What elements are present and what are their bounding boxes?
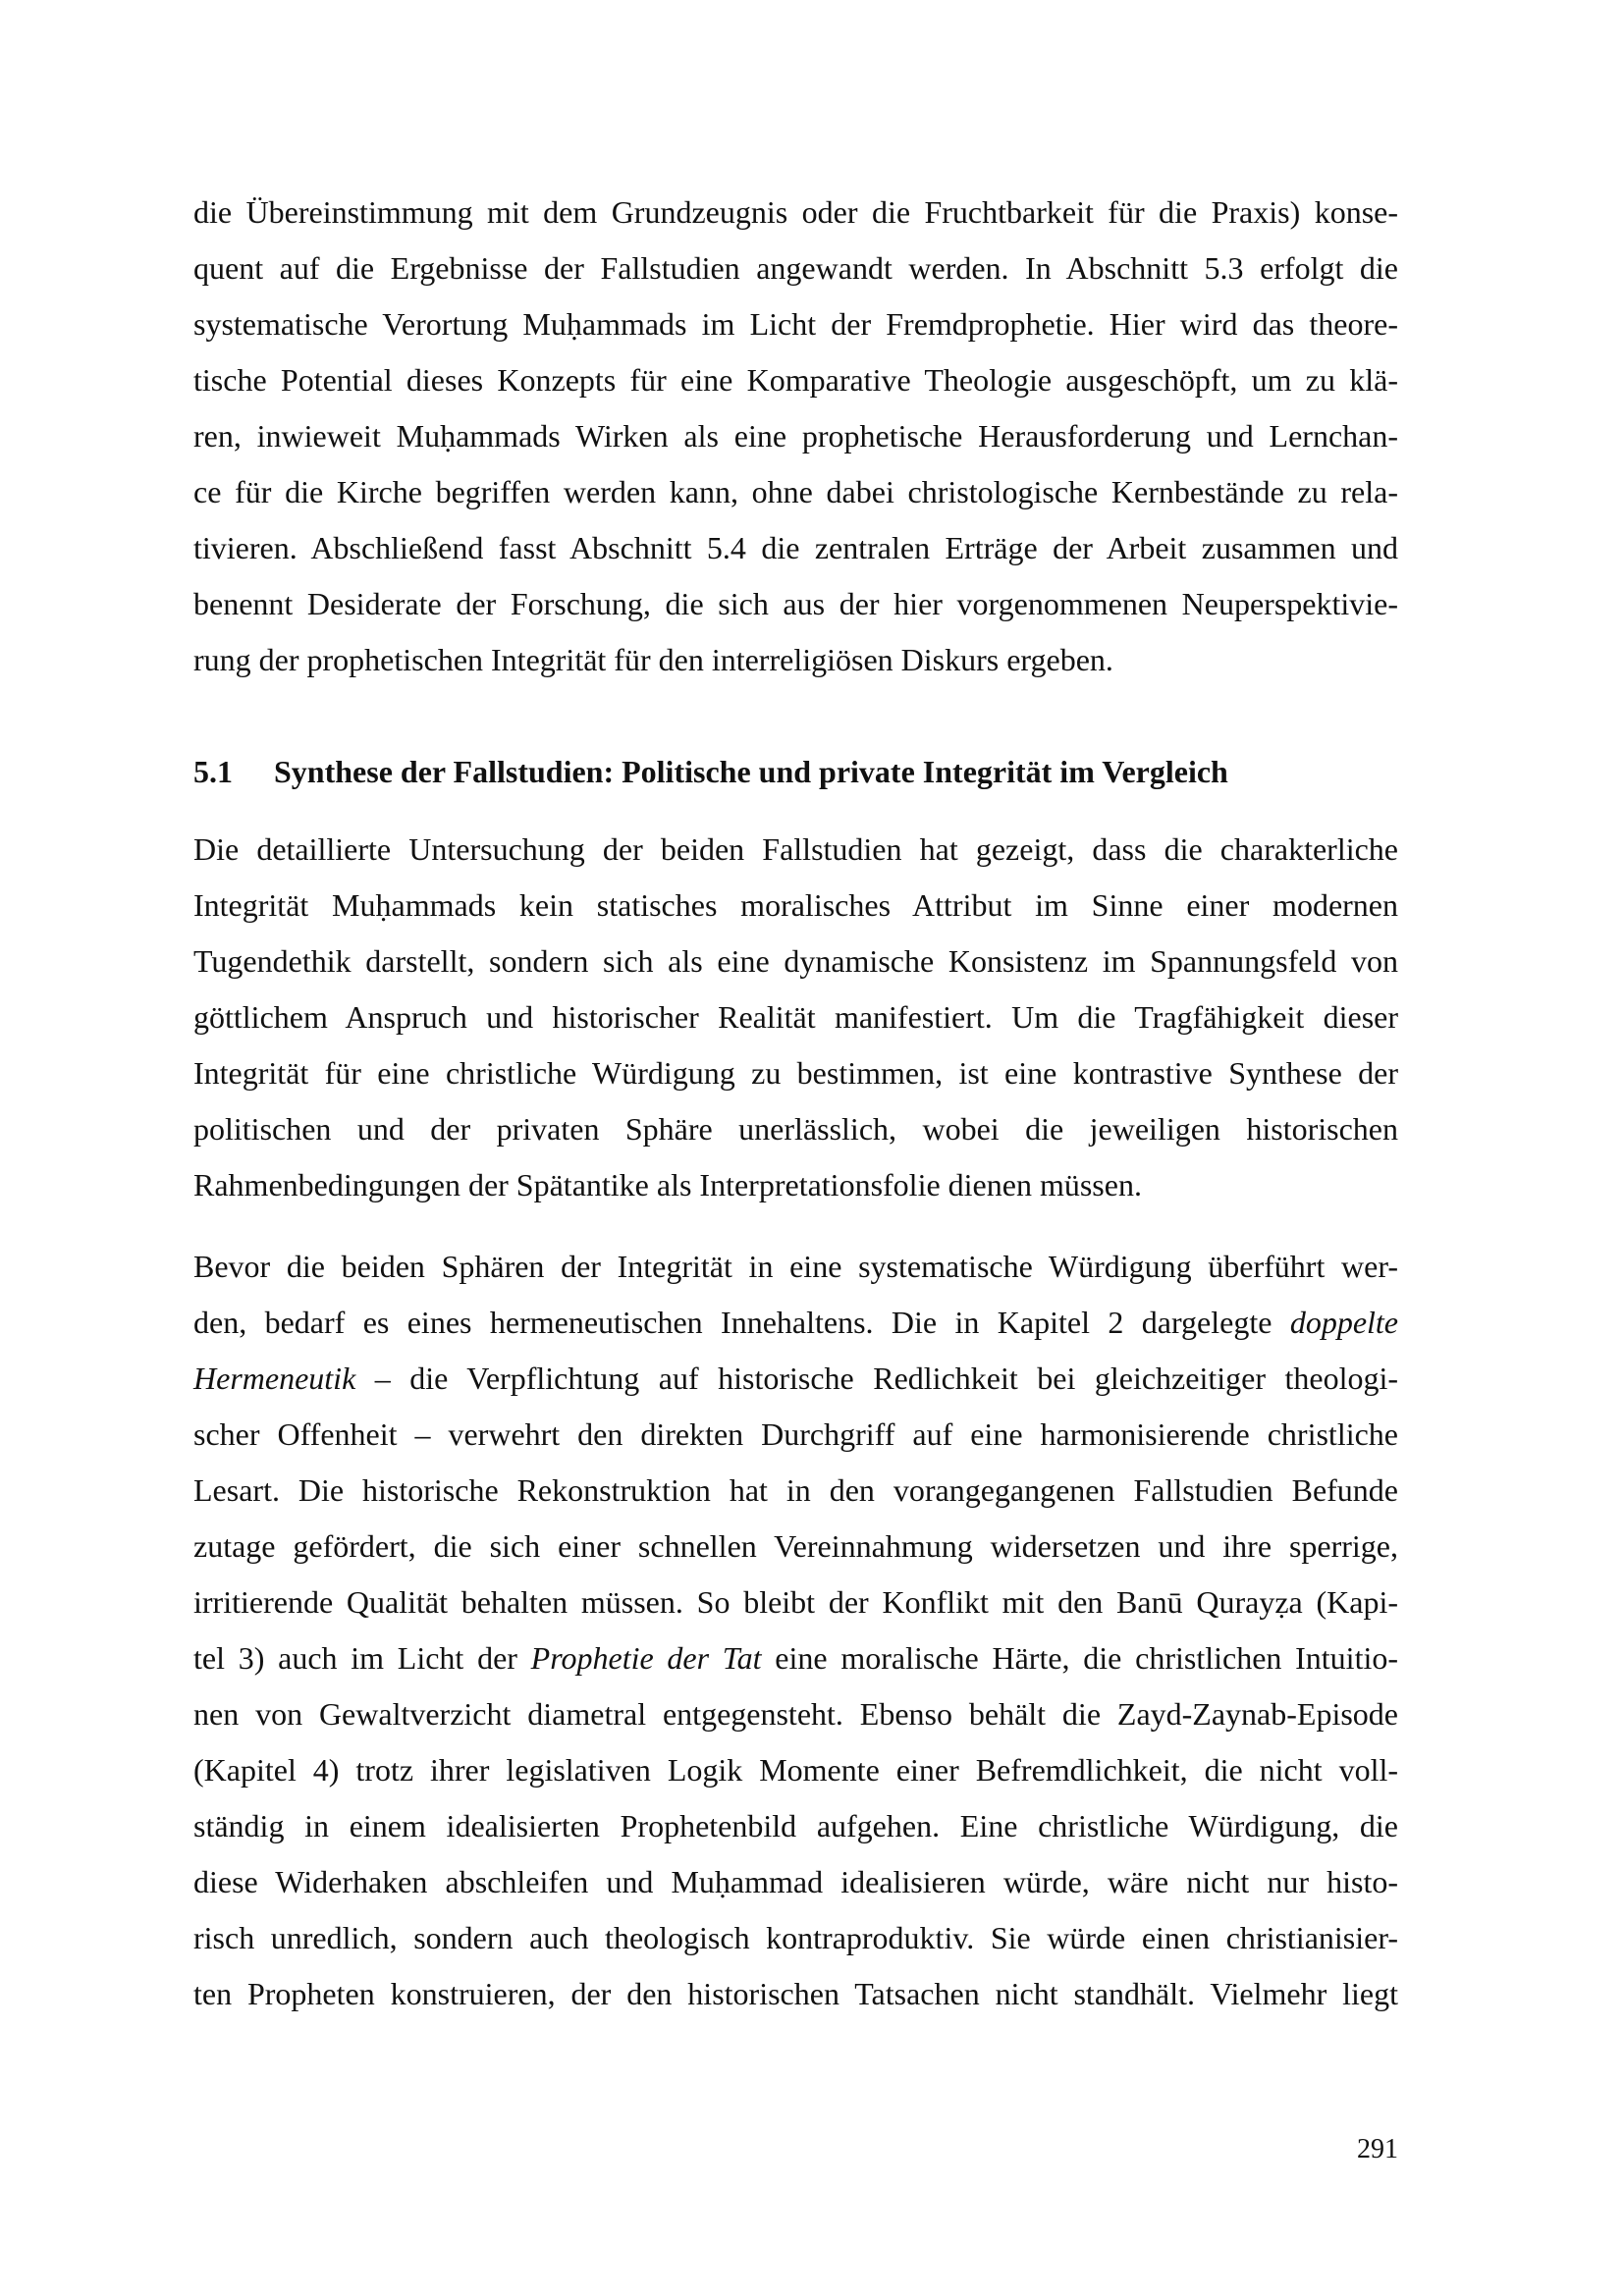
text-line: Integrität für eine christliche Würdigung zu bestimmen, ist eine kontrastive Synthese der: [193, 1055, 1398, 1091]
text-line: [193, 1351, 1398, 1407]
text-line: [193, 1295, 1398, 1351]
text-line: Die detaillierte Untersuchung der beiden Fallstudien hat gezeigt, dass die charakterliche: [193, 831, 1398, 867]
section-number: 5.1: [193, 754, 233, 789]
text-line: ten Propheten konstruieren, der den historischen Tatsachen nicht standhält. Vielmehr liegt: [193, 1976, 1398, 2011]
text-line: (Kapitel 4) trotz ihrer legislativen Logik Momente einer Befremdlichkeit, die nicht voll-: [193, 1752, 1398, 1788]
text-line: irritierende Qualität behalten müssen. So bleibt der Konflikt mit den Banū Qurayẓa (Kapi-: [193, 1584, 1398, 1620]
text-run: eine moralische Härte, die christlichen Intuitio-: [761, 1640, 1399, 1676]
text-line: benennt Desiderate der Forschung, die sich aus der hier vorgenommenen Neuperspektivie-: [193, 586, 1398, 621]
text-line: nen von Gewaltverzicht diametral entgegensteht. Ebenso behält die Zayd-Zaynab-Episode: [193, 1696, 1398, 1732]
text-line: Rahmenbedingungen der Spätantike als Interpretationsfolie dienen müssen.: [193, 1167, 1142, 1202]
text-run: den, bedarf es eines hermeneutischen Innehaltens. Die in Kapitel 2 dargelegte: [193, 1305, 1290, 1340]
text-line: quent auf die Ergebnisse der Fallstudien angewandt werden. In Abschnitt 5.3 erfolgt die: [193, 250, 1398, 286]
text-line: Tugendethik darstellt, sondern sich als eine dynamische Konsistenz im Spannungsfeld von: [193, 943, 1398, 979]
paragraph-hermeneutics: [193, 1239, 1398, 2022]
text-line: risch unredlich, sondern auch theologisch kontraproduktiv. Sie würde einen christianisier-: [193, 1920, 1398, 1955]
text-line: tische Potential dieses Konzepts für eine Komparative Theologie ausgeschöpft, um zu klä-: [193, 362, 1398, 398]
text-line: Lesart. Die historische Rekonstruktion hat in den vorangegangenen Fallstudien Befunde: [193, 1472, 1398, 1508]
intro-paragraph: [193, 185, 1398, 688]
text-line: politischen und der privaten Sphäre unerlässlich, wobei die jeweiligen historischen: [193, 1111, 1398, 1147]
section-title: Synthese der Fallstudien: Politische und private Integrität im Vergleich: [274, 754, 1228, 789]
emphasis-term: doppelte: [1289, 1305, 1398, 1340]
text-line: ren, inwieweit Muḥammads Wirken als eine prophetische Herausforderung und Lernchan-: [193, 418, 1398, 454]
text-line: die Übereinstimmung mit dem Grundzeugnis oder die Fruchtbarkeit für die Praxis) konse-: [193, 194, 1398, 230]
text-line: Integrität Muḥammads kein statisches moralisches Attribut im Sinne einer modernen: [193, 887, 1398, 923]
text-run: tel 3) auch im Licht der: [193, 1640, 531, 1676]
emphasis-term: Hermeneutik: [193, 1361, 356, 1396]
text-line: zutage gefördert, die sich einer schnellen Vereinnahmung widersetzen und ihre sperrige,: [193, 1528, 1398, 1564]
text-line: systematische Verortung Muḥammads im Licht der Fremdprophetie. Hier wird das theore-: [193, 306, 1398, 342]
section-heading: [193, 744, 1398, 800]
text-line: ce für die Kirche begriffen werden kann, ohne dabei christologische Kernbestände zu rela-: [193, 474, 1398, 509]
page-number: 291: [1357, 2134, 1398, 2164]
text-line: scher Offenheit – verwehrt den direkten Durchgriff auf eine harmonisierende christliche: [193, 1416, 1398, 1452]
text-line: tivieren. Abschließend fasst Abschnitt 5.4 die zentralen Erträge der Arbeit zusammen und: [193, 530, 1398, 565]
text-line: ständig in einem idealisierten Prophetenbild aufgehen. Eine christliche Würdigung, die: [193, 1808, 1398, 1843]
text-run: – die Verpflichtung auf historische Redlichkeit bei gleichzeitiger theologi-: [355, 1361, 1398, 1396]
text-line: göttlichem Anspruch und historischer Realität manifestiert. Um die Tragfähigkeit dieser: [193, 999, 1398, 1035]
emphasis-term: Prophetie der Tat: [530, 1640, 762, 1676]
text-line: [193, 1630, 1398, 1686]
paragraph-synthesis: [193, 822, 1398, 1213]
text-line: diese Widerhaken abschleifen und Muḥammad idealisieren würde, wäre nicht nur histo-: [193, 1864, 1398, 1899]
text-line: rung der prophetischen Integrität für den interreligiösen Diskurs ergeben.: [193, 642, 1113, 677]
text-line: Bevor die beiden Sphären der Integrität in eine systematische Würdigung überführt wer-: [193, 1249, 1398, 1284]
